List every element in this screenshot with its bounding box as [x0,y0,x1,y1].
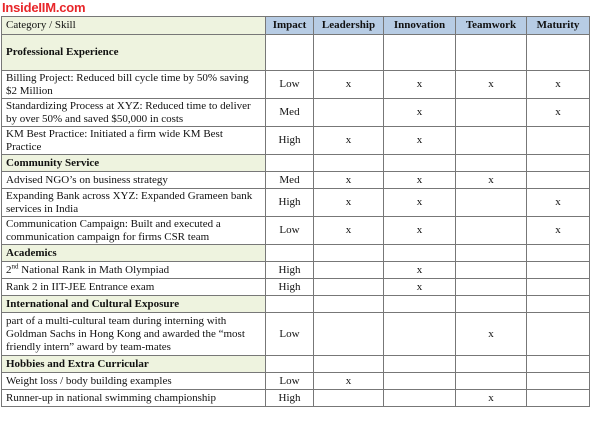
leadership-mark: x [314,217,384,245]
section-empty-cell [527,245,590,262]
table-row [2,279,590,296]
maturity-mark [527,172,590,189]
innovation-mark: x [384,279,456,296]
innovation-mark [384,373,456,390]
section-empty-cell [527,356,590,373]
header-impact: Impact [266,17,314,35]
section-empty-cell [314,35,384,71]
section-row [2,245,590,262]
section-title: Academics [2,245,266,262]
section-empty-cell [456,155,527,172]
header-maturity: Maturity [527,17,590,35]
section-title: Community Service [2,155,266,172]
maturity-mark [527,373,590,390]
innovation-mark: x [384,172,456,189]
maturity-mark: x [527,71,590,99]
header-row [2,17,590,35]
maturity-mark [527,279,590,296]
teamwork-mark [456,373,527,390]
teamwork-mark: x [456,172,527,189]
leadership-mark: x [314,189,384,217]
section-empty-cell [266,356,314,373]
section-empty-cell [266,296,314,313]
innovation-mark [384,390,456,407]
row-description [2,262,266,279]
section-empty-cell [266,155,314,172]
section-empty-cell [384,245,456,262]
section-title: International and Cultural Exposure [2,296,266,313]
section-empty-cell [266,35,314,71]
leadership-mark [314,279,384,296]
impact-value: Med [266,99,314,127]
innovation-mark: x [384,127,456,155]
maturity-mark: x [527,217,590,245]
table-row [2,390,590,407]
section-empty-cell [527,35,590,71]
leadership-mark: x [314,71,384,99]
impact-value: High [266,127,314,155]
teamwork-mark: x [456,313,527,356]
rank-number: 2 [6,263,12,276]
section-empty-cell [314,245,384,262]
impact-value: Low [266,313,314,356]
row-description: Standardizing Process at XYZ: Reduced time to deliver by over 50% and saved $50,000 in costs [2,99,266,127]
section-row [2,155,590,172]
table-row [2,99,590,127]
leadership-mark: x [314,172,384,189]
table-row [2,172,590,189]
section-empty-cell [384,356,456,373]
section-empty-cell [456,245,527,262]
table-row [2,189,590,217]
row-description: Rank 2 in IIT-JEE Entrance exam [2,279,266,296]
section-title: Hobbies and Extra Curricular [2,356,266,373]
section-empty-cell [456,35,527,71]
impact-value: Low [266,217,314,245]
header-teamwork: Teamwork [456,17,527,35]
maturity-mark [527,390,590,407]
section-row [2,356,590,373]
header-innovation: Innovation [384,17,456,35]
row-description: Billing Project: Reduced bill cycle time by 50% saving $2 Million [2,71,266,99]
table-row [2,262,590,279]
maturity-mark [527,313,590,356]
innovation-mark: x [384,99,456,127]
maturity-mark [527,127,590,155]
section-empty-cell [314,155,384,172]
teamwork-mark [456,279,527,296]
impact-value: High [266,390,314,407]
innovation-mark: x [384,217,456,245]
row-description: Weight loss / body building examples [2,373,266,390]
table-row [2,313,590,356]
section-empty-cell [314,356,384,373]
maturity-mark: x [527,99,590,127]
section-empty-cell [456,356,527,373]
leadership-mark [314,262,384,279]
section-empty-cell [527,155,590,172]
row-description-text: National Rank in Math Olympiad [18,263,170,276]
innovation-mark: x [384,189,456,217]
insideiim-logo: InsideIIM.com [2,0,86,15]
teamwork-mark: x [456,71,527,99]
teamwork-mark [456,217,527,245]
teamwork-mark: x [456,390,527,407]
rank-suffix: nd [11,261,19,270]
section-empty-cell [314,296,384,313]
row-description: Expanding Bank across XYZ: Expanded Grameen bank services in India [2,189,266,217]
teamwork-mark [456,262,527,279]
row-description: Communication Campaign: Built and executed a communication campaign for firms CSR team [2,217,266,245]
row-description: KM Best Practice: Initiated a firm wide KM Best Practice [2,127,266,155]
section-empty-cell [456,296,527,313]
section-empty-cell [384,35,456,71]
table-row [2,217,590,245]
innovation-mark: x [384,71,456,99]
impact-value: Med [266,172,314,189]
teamwork-mark [456,127,527,155]
maturity-mark [527,262,590,279]
impact-value: Low [266,71,314,99]
section-empty-cell [384,155,456,172]
innovation-mark: x [384,262,456,279]
table-row [2,127,590,155]
row-description: part of a multi-cultural team during interning with Goldman Sachs in Hong Kong and awarded the “most friendly intern” award by team-mates [2,313,266,356]
leadership-mark: x [314,127,384,155]
section-row [2,35,590,71]
section-title: Professional Experience [2,35,266,71]
leadership-mark [314,390,384,407]
section-empty-cell [384,296,456,313]
leadership-mark: x [314,373,384,390]
table-row [2,373,590,390]
header-category-skill: Category / Skill [2,17,266,35]
leadership-mark [314,99,384,127]
row-description: Advised NGO’s on business strategy [2,172,266,189]
impact-value: High [266,189,314,217]
innovation-mark [384,313,456,356]
section-empty-cell [266,245,314,262]
skills-matrix-table [1,16,590,407]
row-description: Runner-up in national swimming championship [2,390,266,407]
section-empty-cell [527,296,590,313]
table-row [2,71,590,99]
teamwork-mark [456,189,527,217]
teamwork-mark [456,99,527,127]
impact-value: High [266,262,314,279]
section-row [2,296,590,313]
leadership-mark [314,313,384,356]
maturity-mark: x [527,189,590,217]
impact-value: Low [266,373,314,390]
impact-value: High [266,279,314,296]
header-leadership: Leadership [314,17,384,35]
